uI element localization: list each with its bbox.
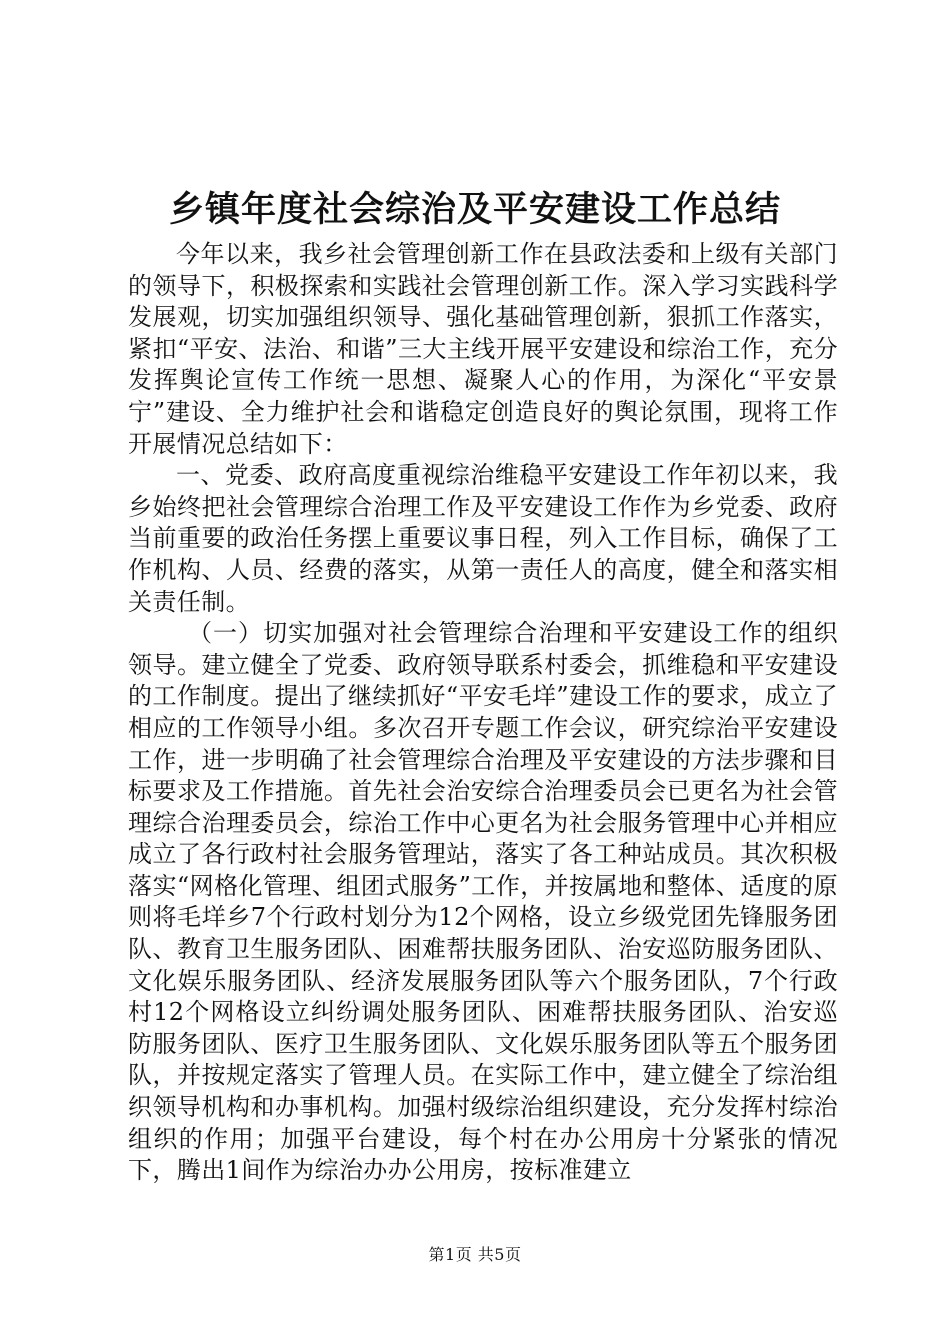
document-title: 乡镇年度社会综治及平安建设工作总结 xyxy=(168,189,781,230)
document-body xyxy=(128,239,838,1187)
paragraph-subsection-one: （一）切实加强对社会管理综合治理和平安建设工作的组织领导。建立健全了党委、政府领导联系村委会，抓维稳和平安建设的工作制度。提出了继续抓好“平安毛垟”建设工作的要求，成立了相应的工作领导小组。多次召开专题工作会议，研究综治平安建设工作，进一步明确了社会管理综合治理及平安建设的方法步骤和目标要求及工作措施。首先社会治安综合治理委员会已更名为社会管理综合治理委员会，综治工作中心更名为社会服务管理中心并相应成立了各行政村社会服务管理站，落实了各工种站成员。其次积极落实“网格化管理、组团式服务”工作，并按属地和整体、适度的原则将毛垟乡7个行政村划分为12个网格，设立乡级党团先锋服务团队、教育卫生服务团队、困难帮扶服务团队、治安巡防服务团队、文化娱乐服务团队、经济发展服务团队等六个服务团队，7个行政村12个网格设立纠纷调处服务团队、困难帮扶服务团队、治安巡防服务团队、医疗卫生服务团队、文化娱乐服务团队等五个服务团队，并按规定落实了管理人员。在实际工作中，建立健全了综治组织领导机构和办事机构。加强村级综治组织建设，充分发挥村综治组织的作用；加强平台建设，每个村在办公用房十分紧张的情况下，腾出1间作为综治办办公用房，按标准建立 xyxy=(128,619,838,1185)
page-footer: 第1页 共5页 xyxy=(428,1245,522,1264)
paragraph-section-one: 一、党委、政府高度重视综治维稳平安建设工作年初以来，我乡始终把社会管理综合治理工作及平安建设工作作为乡党委、政府当前重要的政治任务摆上重要议事日程，列入工作目标，确保了工作机构、人员、经费的落实，从第一责任人的高度，健全和落实相关责任制。 xyxy=(128,461,838,616)
paragraph-intro: 今年以来，我乡社会管理创新工作在县政法委和上级有关部门的领导下，积极探索和实践社会管理创新工作。深入学习实践科学发展观，切实加强组织领导、强化基础管理创新，狠抓工作落实，紧扣“平安、法治、和谐”三大主线开展平安建设和综治工作，充分发挥舆论宣传工作统一思想、凝聚人心的作用，为深化“平安景宁”建设、全力维护社会和谐稳定创造良好的舆论氛围，现将工作开展情况总结如下： xyxy=(128,240,838,458)
